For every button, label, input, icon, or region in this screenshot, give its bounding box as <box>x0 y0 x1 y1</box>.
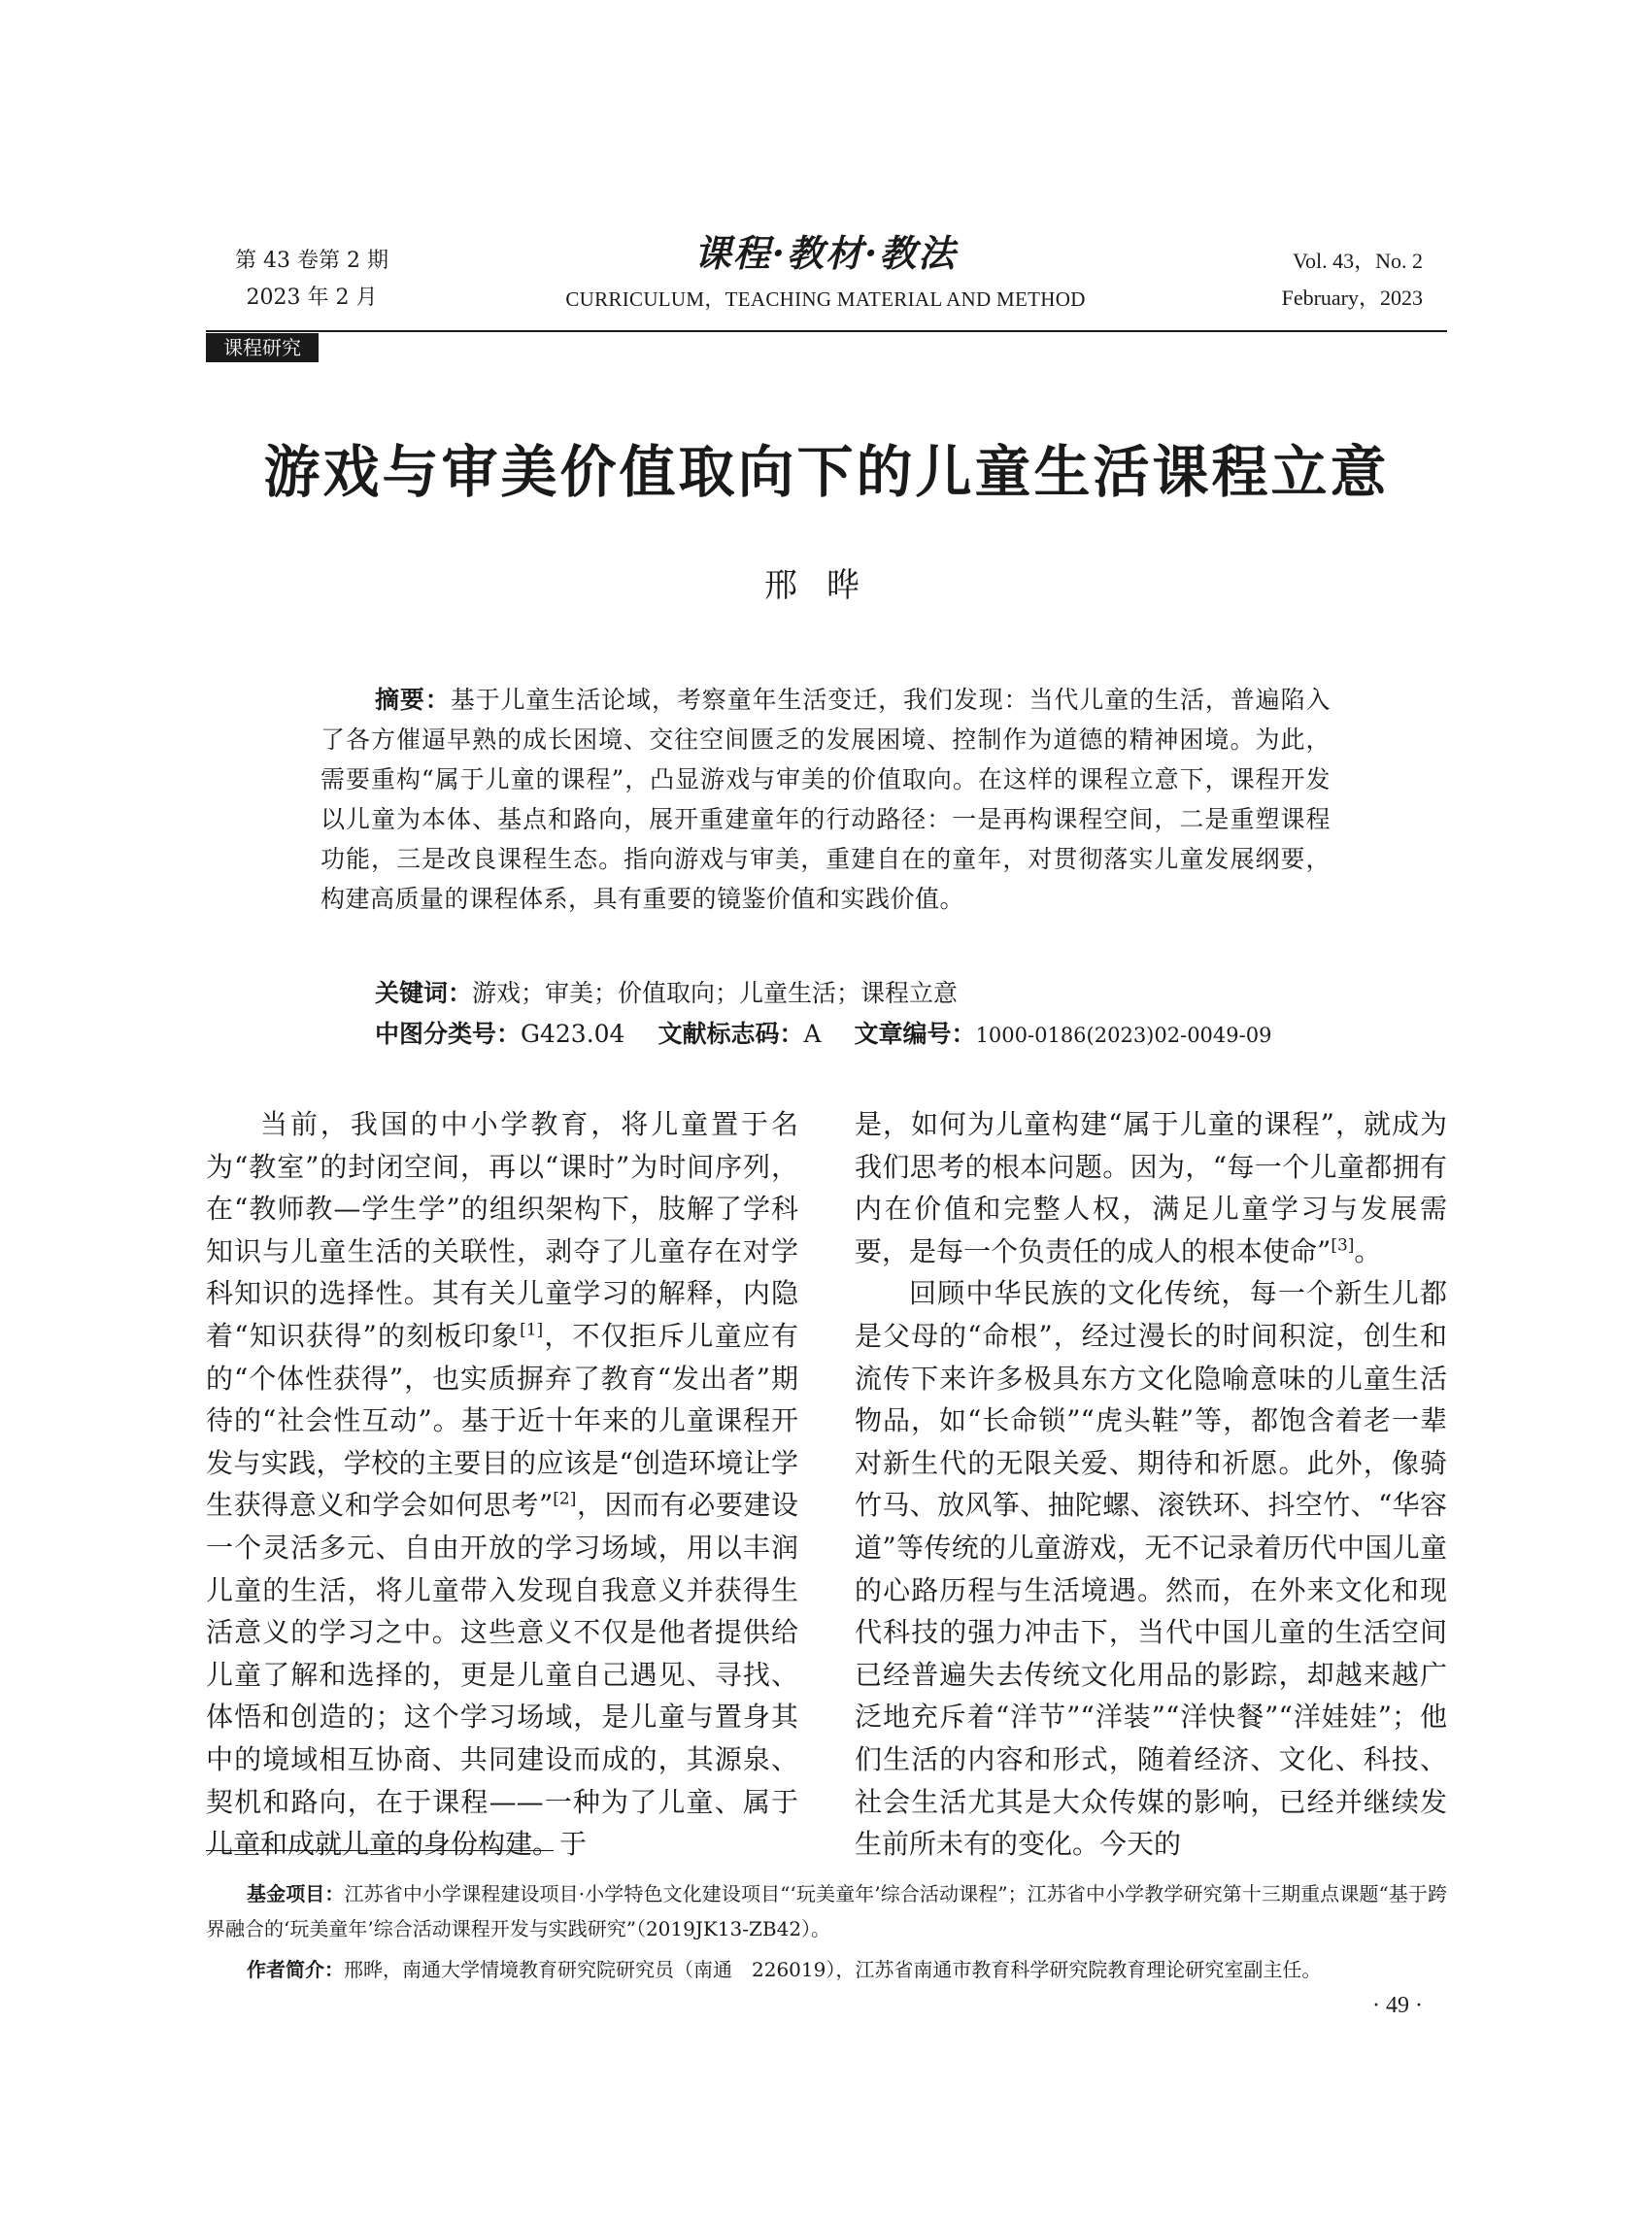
body-text: 当前，我国的中小学教育，将儿童置于名为“教室”的封闭空间，再以“课时”为时间序列，在“教师教—学生学”的组织架构下，肢解了学科知识与儿童生活的关联性，剥夺了儿童存在对学科知识的选择性。其有关儿童学习的解释，内隐着“知识获得”的刻板印象 <box>206 1108 798 1352</box>
abstract <box>320 680 1331 919</box>
issue-info <box>229 243 394 317</box>
body-paragraph <box>206 1103 798 1866</box>
reference-marker: [1] <box>520 1320 544 1340</box>
keywords <box>375 974 1331 1013</box>
article-number-label: 文章编号： <box>854 1020 976 1048</box>
doc-code-label: 文献标志码： <box>657 1020 804 1048</box>
clc-label: 中图分类号： <box>375 1020 522 1048</box>
issue-date: 2023 年 2 月 <box>246 286 378 310</box>
column-tag: 课程研究 <box>206 333 319 362</box>
author-bio-label: 作者简介： <box>247 1958 344 1981</box>
body-text: 。 <box>1354 1234 1382 1267</box>
author-bio <box>206 1952 1447 1987</box>
header-rule <box>206 330 1447 332</box>
keywords-label: 关键词： <box>375 979 473 1007</box>
clc-value: G423.04 <box>521 1020 625 1048</box>
issue-volume-en: Vol. 43，No. 2 <box>1292 249 1423 273</box>
article-author: 邢晔 <box>764 566 889 605</box>
classification-line <box>375 1015 1346 1055</box>
footnote-rule <box>206 1850 554 1851</box>
body-column-left <box>206 1103 798 1866</box>
doc-code-value: A <box>803 1020 822 1048</box>
journal-title-cn: 课程·教材·教法 <box>693 231 958 275</box>
body-paragraph <box>855 1103 1447 1272</box>
reference-marker: [2] <box>553 1490 577 1510</box>
issue-date-en: February，2023 <box>1281 286 1423 310</box>
keywords-text: 游戏；审美；价值取向；儿童生活；课程立意 <box>472 979 959 1007</box>
body-text: 是，如何为儿童构建“属于儿童的课程”，就成为我们思考的根本问题。因为，“每一个儿童都拥有内在价值和完整人权，满足儿童学习与发展需要，是每一个负责任的成人的根本使命” <box>855 1108 1447 1267</box>
page-number: · 49 · <box>1372 1993 1423 2018</box>
abstract-label: 摘要： <box>375 686 451 714</box>
funding-label: 基金项目： <box>247 1882 345 1905</box>
article-number-value: 1000-0186(2023)02-0049-09 <box>975 1024 1272 1047</box>
journal-title-en: CURRICULUM，TEACHING MATERIAL AND METHOD <box>565 287 1086 311</box>
body-text: ，因而有必要建设一个灵活多元、自由开放的学习场域，用以丰润儿童的生活，将儿童带入发现自我意义并获得生活意义的学习之中。这些意义不仅是他者提供给儿童了解和选择的，更是儿童自己遇见、寻找、体悟和创造的；这个学习场域，是儿童与置身其中的境域相互协商、共同建设而成的，其源泉、契机和路向，在于课程——一种为了儿童、属于儿童和成就儿童的身份构建。于 <box>206 1489 798 1861</box>
body-column-right <box>855 1103 1447 1866</box>
body-paragraph: 回顾中华民族的文化传统，每一个新生儿都是父母的“命根”，经过漫长的时间积淀，创生和流传下来许多极具东方文化隐喻意味的儿童生活物品，如“长命锁”“虎头鞋”等，都饱含着老一辈对新生代的无限关爱、期待和祈愿。此外，像骑竹马、放风筝、抽陀螺、滚铁环、抖空竹、“华容道”等传统的儿童游戏，无不记录着历代中国儿童的心路历程与生活境遇。然而，在外来文化和现代科技的强力冲击下，当代中国儿童的生活空间已经普遍失去传统文化用品的影踪，却越来越广泛地充斥着“洋节”“洋装”“洋快餐”“洋娃娃”；他们生活的内容和形式，随着经济、文化、科技、社会生活尤其是大众传媒的影响，已经并继续发生前所未有的变化。今天的 <box>855 1277 1447 1861</box>
article-title: 游戏与审美价值取向下的儿童生活课程立意 <box>263 439 1390 505</box>
author-bio-text: 邢晔，南通大学情境教育研究院研究员（南通 226019），江苏省南通市教育科学研究院教育理论研究室副主任。 <box>344 1958 1322 1981</box>
funding-note <box>206 1876 1447 1946</box>
body-text: ，不仅拒斥儿童应有的“个体性获得”，也实质摒弃了教育“发出者”期待的“社会性互动”。基于近十年来的儿童课程开发与实践，学校的主要目的应该是“创造环境让学生获得意义和学会如何思考” <box>206 1319 798 1522</box>
footnotes <box>206 1876 1447 1987</box>
issue-info-en <box>1229 243 1423 317</box>
funding-text: 江苏省中小学课程建设项目·小学特色文化建设项目“‘玩美童年’综合活动课程”；江苏省中小学教学研究第十三期重点课题“基于跨界融合的‘玩美童年’综合活动课程开发与实践研究”（2019JK13-ZB42）。 <box>206 1882 1448 1940</box>
reference-marker: [3] <box>1331 1235 1355 1256</box>
journal-masthead <box>466 228 1185 316</box>
abstract-text: 基于儿童生活论域，考察童年生活变迁，我们发现：当代儿童的生活，普遍陷入了各方催逼早熟的成长困境、交往空间匮乏的发展困境、控制作为道德的精神困境。为此，需要重构“属于儿童的课程”，凸显游戏与审美的价值取向。在这样的课程立意下，课程开发以儿童为本体、基点和路向，展开重建童年的行动路径：一是再构课程空间，二是重塑课程功能，三是改良课程生态。指向游戏与审美，重建自在的童年，对贯彻落实儿童发展纲要，构建高质量的课程体系，具有重要的镜鉴价值和实践价值。 <box>320 686 1331 913</box>
issue-volume: 第 43 卷第 2 期 <box>235 249 388 273</box>
